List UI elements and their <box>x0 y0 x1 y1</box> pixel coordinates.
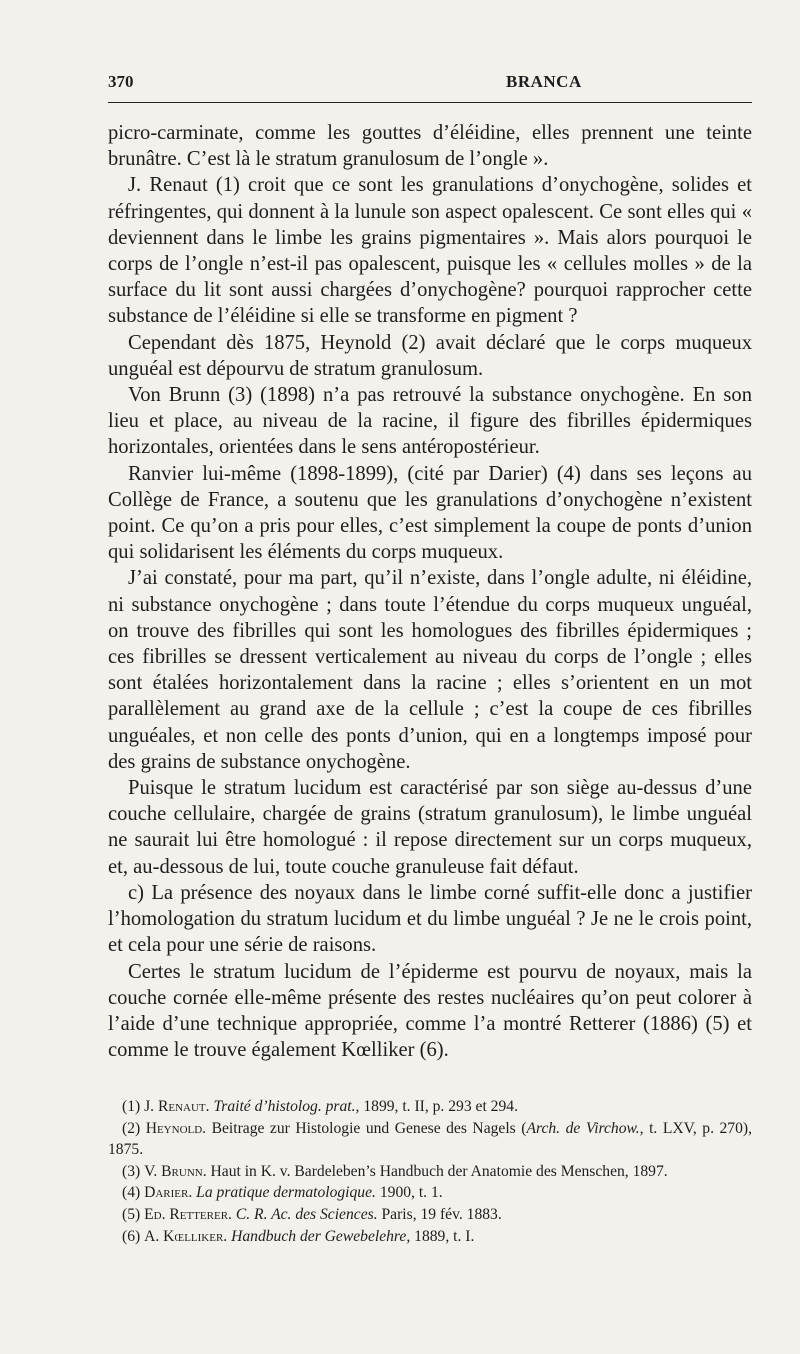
footnote-author: Heynold. <box>145 1119 207 1137</box>
footnote-title: Arch. de Virchow., <box>526 1119 644 1137</box>
paragraph: J’ai constaté, pour ma part, qu’il n’existe, dans l’ongle adulte, ni éléidine, ni substance onychogène ; dans toute l’étendue du corps muqueux unguéal, on trouve des fibrilles qui sont les homologues des fibrilles épidermiques ; ces fibrilles se dressent verticalement au niveau du corps de l’ongle ; elles sont étalées horizontalement dans la racine ; elles s’orientent en un mot parallèlement au grand axe de la cellule ; c’est la coupe de ces fibrilles unguéales, et non celle des ponts d’union, qui en a longtemps imposé pour des grains de substance onychogène. <box>108 567 752 773</box>
footnote <box>108 1118 752 1161</box>
footnote <box>108 1182 752 1204</box>
footnote-author: V. Brunn. <box>144 1162 207 1180</box>
footnote-mark: (3) <box>122 1162 141 1180</box>
footnote-mark: (6) <box>122 1227 141 1245</box>
footnote <box>108 1096 752 1118</box>
footnote <box>108 1161 752 1183</box>
footnote <box>108 1204 752 1226</box>
header-rule <box>108 102 752 103</box>
footnote-rest: Haut in K. v. Bardeleben’s Handbuch der Anatomie des Menschen, 1897. <box>210 1162 668 1180</box>
footnote <box>108 1226 752 1248</box>
footnote-mark: (1) <box>122 1098 141 1115</box>
footnote-rest: 1899, t. II, p. 293 et 294. <box>363 1098 518 1115</box>
paragraph: picro-carminate, comme les gouttes d’éléidine, elles prennent une teinte brunâtre. C’est là le stratum granulosum de l’ongle ». <box>108 122 752 171</box>
footnote-rest: 1889, t. I. <box>414 1227 475 1245</box>
paragraph: Puisque le stratum lucidum est caractérisé par son siège au-dessus d’une couche cellulaire, chargée de grains (stratum granulosum), le limbe unguéal ne saurait lui être homologué : il repose directement sur un corps muqueux, et, au-dessous de lui, toute couche granuleuse fait défaut. <box>108 777 752 878</box>
footnote-author: A. Kœlliker. <box>144 1227 228 1245</box>
paragraph: Cependant dès 1875, Heynold (2) avait déclaré que le corps muqueux unguéal est dépourvu de stratum granulosum. <box>108 331 752 380</box>
footnote-title: Handbuch der Gewebelehre, <box>231 1227 411 1245</box>
main-text <box>108 120 752 1063</box>
footnote-mark: (4) <box>122 1184 141 1202</box>
running-title: BRANCA <box>506 72 582 91</box>
footnote-author: J. Renaut. <box>144 1098 210 1115</box>
footnote-title: La pratique dermatologique. <box>196 1184 376 1202</box>
footnote-rest: 1900, t. 1. <box>379 1184 443 1202</box>
page-number: 370 <box>108 72 134 91</box>
footnote-author: Ed. Retterer. <box>144 1205 232 1223</box>
footnote-mark: (5) <box>122 1205 141 1223</box>
footnote-mark: (2) <box>122 1119 141 1137</box>
footnote-title: Traité d’histolog. prat., <box>213 1098 360 1115</box>
paragraph: J. Renaut (1) croit que ce sont les granulations d’onychogène, solides et réfringentes, qui donnent à la lunule son aspect opalescent. Ce sont elles qui « deviennent dans le limbe les grains pigmentaires ». Mais alors pourquoi le corps de l’ongle n’est-il pas opalescent, puisque les « cellules molles » de la surface du lit sont aussi chargées d’onychogène? pourquoi rapprocher cette substance de l’éléidine si elle se transforme en pigment ? <box>108 174 752 328</box>
paragraph: c) La présence des noyaux dans le limbe corné suffit-elle donc a justifier l’homologation du stratum lucidum et du limbe unguéal ? Je ne le crois point, et cela pour une série de raisons. <box>108 881 752 957</box>
footnote-title: C. R. Ac. des Sciences. <box>235 1205 378 1223</box>
footnotes <box>108 1096 752 1247</box>
running-header <box>108 72 752 98</box>
footnote-author: Darier. <box>144 1184 193 1202</box>
paragraph: Certes le stratum lucidum de l’épiderme est pourvu de noyaux, mais la couche cornée elle-même présente des restes nucléaires qu’on peut colorer à l’aide d’une technique appropriée, comme l’a montré Retterer (1886) (5) et comme le trouve également Kœlliker (6). <box>108 960 752 1062</box>
footnote-pre: Beitrage zur Histologie und Genese des Nagels ( <box>211 1119 527 1137</box>
footnote-rest: t. LXV, p. 270), 1875. <box>108 1119 752 1159</box>
paragraph: Ranvier lui-même (1898-1899), (cité par Darier) (4) dans ses leçons au Collège de France, a soutenu que les granulations d’onychogène n’existent point. Ce qu’on a pris pour elles, c’est simplement la coupe de ponts d’union qui solidarisent les éléments du corps muqueux. <box>108 462 752 564</box>
footnote-rest: Paris, 19 fév. 1883. <box>381 1205 502 1223</box>
paragraph: Von Brunn (3) (1898) n’a pas retrouvé la substance onychogène. En son lieu et place, au niveau de la racine, il figure des fibrilles épidermiques horizontales, orientées dans le sens antéropostérieur. <box>108 384 752 459</box>
